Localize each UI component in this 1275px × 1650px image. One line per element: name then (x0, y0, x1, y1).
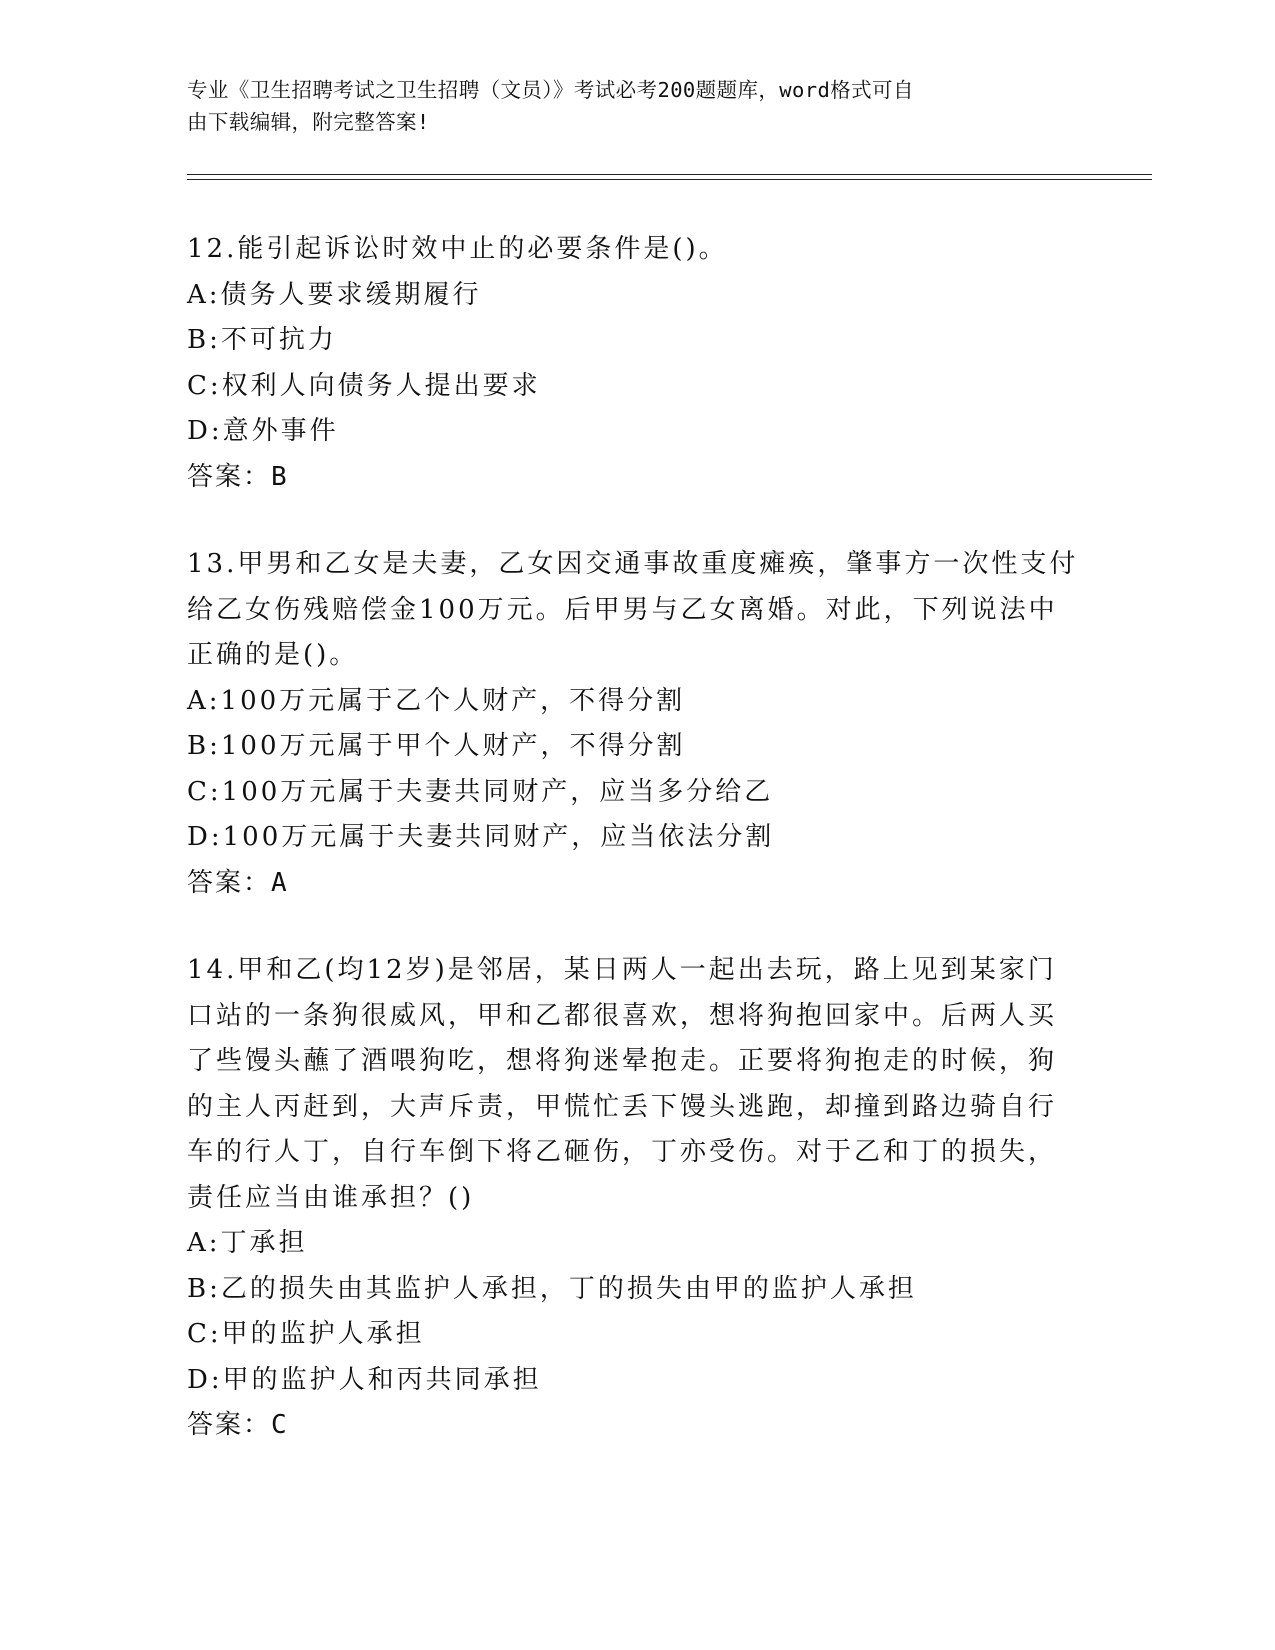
question-stem: 14.甲和乙(均12岁)是邻居，某日两人一起出去玩，路上见到某家门 (187, 955, 1057, 985)
option-b: B:乙的损失由其监护人承担，丁的损失由甲的监护人承担 (187, 1273, 917, 1304)
answer-label: 答案： (187, 461, 272, 492)
answer-line (187, 1403, 1087, 1449)
option-b: B:100万元属于甲个人财产，不得分割 (187, 731, 686, 761)
question-list (187, 227, 1087, 1491)
question-stem: 12.能引起诉讼时效中止的必要条件是()。 (187, 234, 728, 264)
question-stem: 口站的一条狗很威风，甲和乙都很喜欢，想将狗抱回家中。后两人买 (187, 1000, 1058, 1031)
question-13 (187, 542, 1087, 906)
answer-line (187, 861, 1087, 907)
answer-label: 答案： (187, 867, 272, 898)
option-d: D:100万元属于夫妻共同财产，应当依法分割 (187, 822, 775, 852)
question-14 (187, 948, 1087, 1449)
question-stem: 正确的是()。 (187, 640, 359, 670)
option-c: C:甲的监护人承担 (187, 1319, 425, 1349)
header-description-line-2: 由下载编辑，附完整答案! (187, 110, 430, 134)
header-divider-bottom (187, 179, 1152, 180)
answer-line (187, 455, 1087, 501)
question-stem: 的主人丙赶到，大声斥责，甲慌忙丢下馒头逃跑，却撞到路边骑自行 (187, 1091, 1058, 1122)
option-b: B:不可抗力 (187, 325, 337, 355)
question-stem: 13.甲男和乙女是夫妻，乙女因交通事故重度瘫痪，肇事方一次性支付 (187, 549, 1079, 579)
question-12 (187, 227, 1087, 500)
answer-value: C (271, 1410, 287, 1440)
question-stem: 了些馒头蘸了酒喂狗吃，想将狗迷晕抱走。正要将狗抱走的时候，狗 (187, 1046, 1058, 1076)
option-c: C:100万元属于夫妻共同财产，应当多分给乙 (187, 776, 774, 807)
question-stem: 车的行人丁，自行车倒下将乙砸伤，丁亦受伤。对于乙和丁的损失， (187, 1137, 1058, 1167)
document-header (187, 74, 1057, 138)
header-description-line-1: 专业《卫生招聘考试之卫生招聘（文员）》考试必考200题题库，word格式可自 (187, 78, 914, 102)
answer-value: B (271, 461, 287, 492)
option-d: D:意外事件 (187, 416, 339, 446)
question-stem: 责任应当由谁承担？() (187, 1182, 475, 1213)
question-stem: 给乙女伤残赔偿金100万元。后甲男与乙女离婚。对此，下列说法中 (187, 594, 1058, 625)
option-a: A:丁承担 (187, 1228, 308, 1258)
answer-value: A (271, 867, 287, 898)
option-a: A:100万元属于乙个人财产，不得分割 (187, 685, 686, 716)
header-divider-top (187, 174, 1152, 175)
option-c: C:权利人向债务人提出要求 (187, 370, 541, 401)
answer-label: 答案： (187, 1410, 272, 1440)
option-a: A:债务人要求缓期履行 (187, 279, 482, 310)
option-d: D:甲的监护人和丙共同承担 (187, 1364, 542, 1395)
